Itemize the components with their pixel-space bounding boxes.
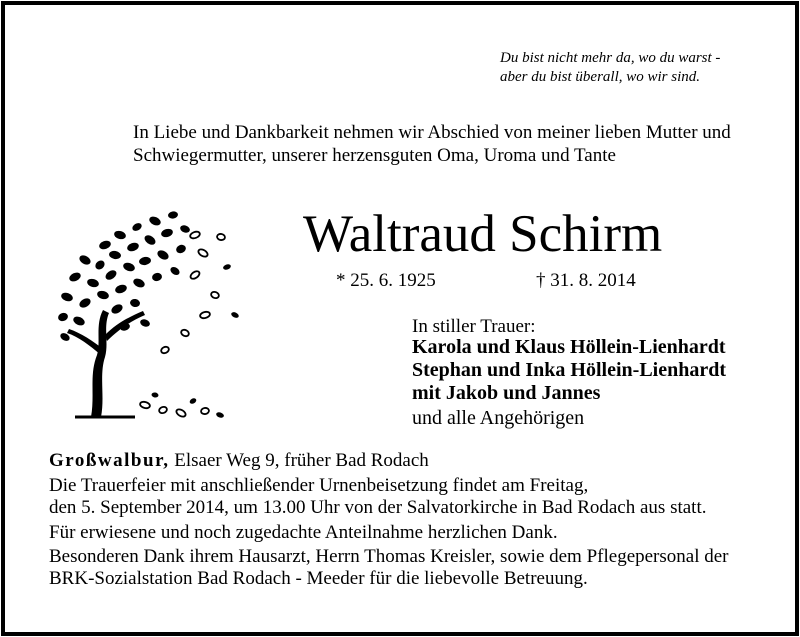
birth-date: * 25. 6. 1925	[336, 270, 436, 291]
special-thanks-line-2: BRK-Sozialstation Bad Rodach - Meeder für die liebevolle Betreuung.	[49, 568, 588, 589]
special-thanks-line-1: Besonderen Dank ihrem Hausarzt, Herrn Thomas Kreisler, sowie dem Pflegepersonal der	[49, 546, 729, 567]
mourner-name: Stephan und Inka Höllein-Lienhardt	[412, 359, 726, 381]
deceased-name: Waltraud Schirm	[303, 205, 663, 263]
address-place: Großwalbur,	[49, 450, 170, 471]
mourning-label: In stiller Trauer:	[412, 316, 536, 337]
funeral-info	[49, 475, 706, 519]
motto-line-2: aber du bist überall, wo wir sind.	[500, 69, 701, 85]
motto-line-1: Du bist nicht mehr da, wo du warst -	[500, 50, 721, 66]
death-date: † 31. 8. 2014	[536, 270, 636, 291]
relatives-line: und alle Angehörigen	[412, 407, 585, 429]
address-line	[49, 450, 429, 472]
address-street: Elsaer Weg 9, früher Bad Rodach	[169, 450, 429, 471]
intro-line-1: In Liebe und Dankbarkeit nehmen wir Abschied von meiner lieben Mutter und	[133, 122, 731, 143]
special-thanks	[49, 546, 729, 590]
intro-line-2: Schwiegermutter, unserer herzensguten Oma, Uroma und Tante	[133, 145, 616, 166]
windblown-tree-icon	[45, 205, 245, 430]
mourner-name: mit Jakob und Jannes	[412, 382, 601, 404]
funeral-line-1: Die Trauerfeier mit anschließender Urnenbeisetzung findet am Freitag,	[49, 475, 589, 496]
thanks-line: Für erwiesene und noch zugedachte Anteilnahme herzlichen Dank.	[49, 522, 558, 543]
mourner-name: Karola und Klaus Höllein-Lienhardt	[412, 336, 726, 358]
intro-text	[133, 121, 731, 167]
funeral-line-2: den 5. September 2014, um 13.00 Uhr von der Salvatorkirche in Bad Rodach aus statt.	[49, 497, 707, 518]
motto	[500, 49, 720, 87]
